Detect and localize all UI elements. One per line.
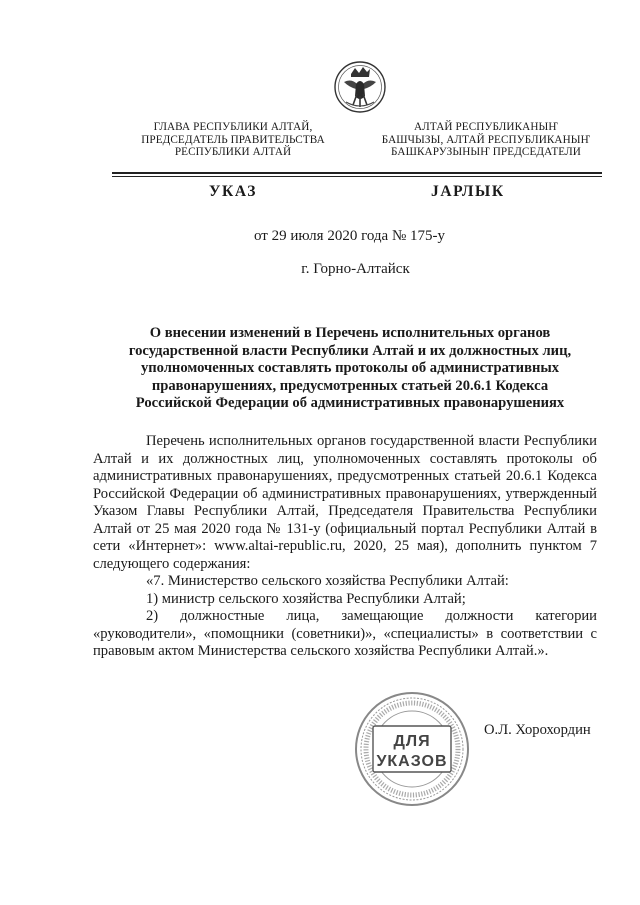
decree-date-number: от 29 июля 2020 года № 175-у bbox=[253, 228, 446, 244]
stamp-text: УКАЗОВ bbox=[376, 753, 448, 770]
issuer-title-line: БАШКАРУЗЫНЫҤ ПРЕДСЕДАТЕЛИ bbox=[391, 146, 581, 159]
issuer-title-line: АЛТАЙ РЕСПУБЛИКАНЫҤ bbox=[413, 121, 559, 133]
body-paragraph: «7. Министерство сельского хозяйства Республики Алтай: bbox=[146, 573, 509, 589]
coat-of-arms-icon bbox=[332, 58, 388, 118]
issuer-title-line: БАШЧЫЗЫ, АЛТАЙ РЕСПУБЛИКАНЫҤ bbox=[381, 133, 591, 146]
issuer-title-line: РЕСПУБЛИКИ АЛТАЙ bbox=[174, 146, 292, 159]
body-paragraph: Перечень исполнительных органов государственной власти Республики Алтай и их должностных лиц, уполномоченных составлять протоколы об административных правонарушениях, предусмотренных статьей 20.6.1 Кодекса Российской Федерации об административных правонарушениях, утвержденный Указом Главы Республики Алтай, Председателя Правительства Республики Алтай от 25 мая 2020 года № 131-у (официальный портал Республики Алтай в сети «Интернет»: www.altai-republic.ru, 2020, 25 мая), дополнить пунктом 7 следующего содержания: bbox=[93, 433, 597, 572]
body-paragraph: 1) министр сельского хозяйства Республики Алтай; bbox=[146, 590, 466, 607]
doc-type-russian: УКАЗ bbox=[209, 183, 258, 200]
signatory-name: О.Л. Хорохордин bbox=[484, 722, 591, 738]
issuer-title-altai bbox=[372, 121, 600, 159]
header-divider bbox=[112, 172, 602, 174]
body-paragraph: 2) должностные лица, замещающие должности категории «руководители», «помощники (советники)», «специалисты» в соответствии с правовым актом Министерства сельского хозяйства Республики Алтай.». bbox=[93, 608, 597, 659]
decree-body bbox=[93, 433, 597, 661]
issuer-title-russian bbox=[128, 121, 338, 159]
issuer-title-line: ГЛАВА РЕСПУБЛИКИ АЛТАЙ, bbox=[153, 121, 313, 133]
official-stamp-icon bbox=[353, 690, 471, 808]
header-divider-thin bbox=[112, 176, 602, 177]
doc-type-altai: ЈАРЛЫК bbox=[431, 183, 505, 200]
decree-place: г. Горно-Алтайск bbox=[301, 261, 410, 277]
decree-subject: О внесении изменений в Перечень исполнительных органов государственной власти Республики Алтай и их должностных лиц, уполномоченных составлять протоколы об административных правонарушениях, предусмотренных статьей 20.6.1 Кодекса Российской Федерации об административных правонарушениях bbox=[128, 325, 572, 411]
stamp-text: ДЛЯ bbox=[393, 733, 431, 750]
issuer-title-line: ПРЕДСЕДАТЕЛЬ ПРАВИТЕЛЬСТВА bbox=[141, 133, 325, 146]
